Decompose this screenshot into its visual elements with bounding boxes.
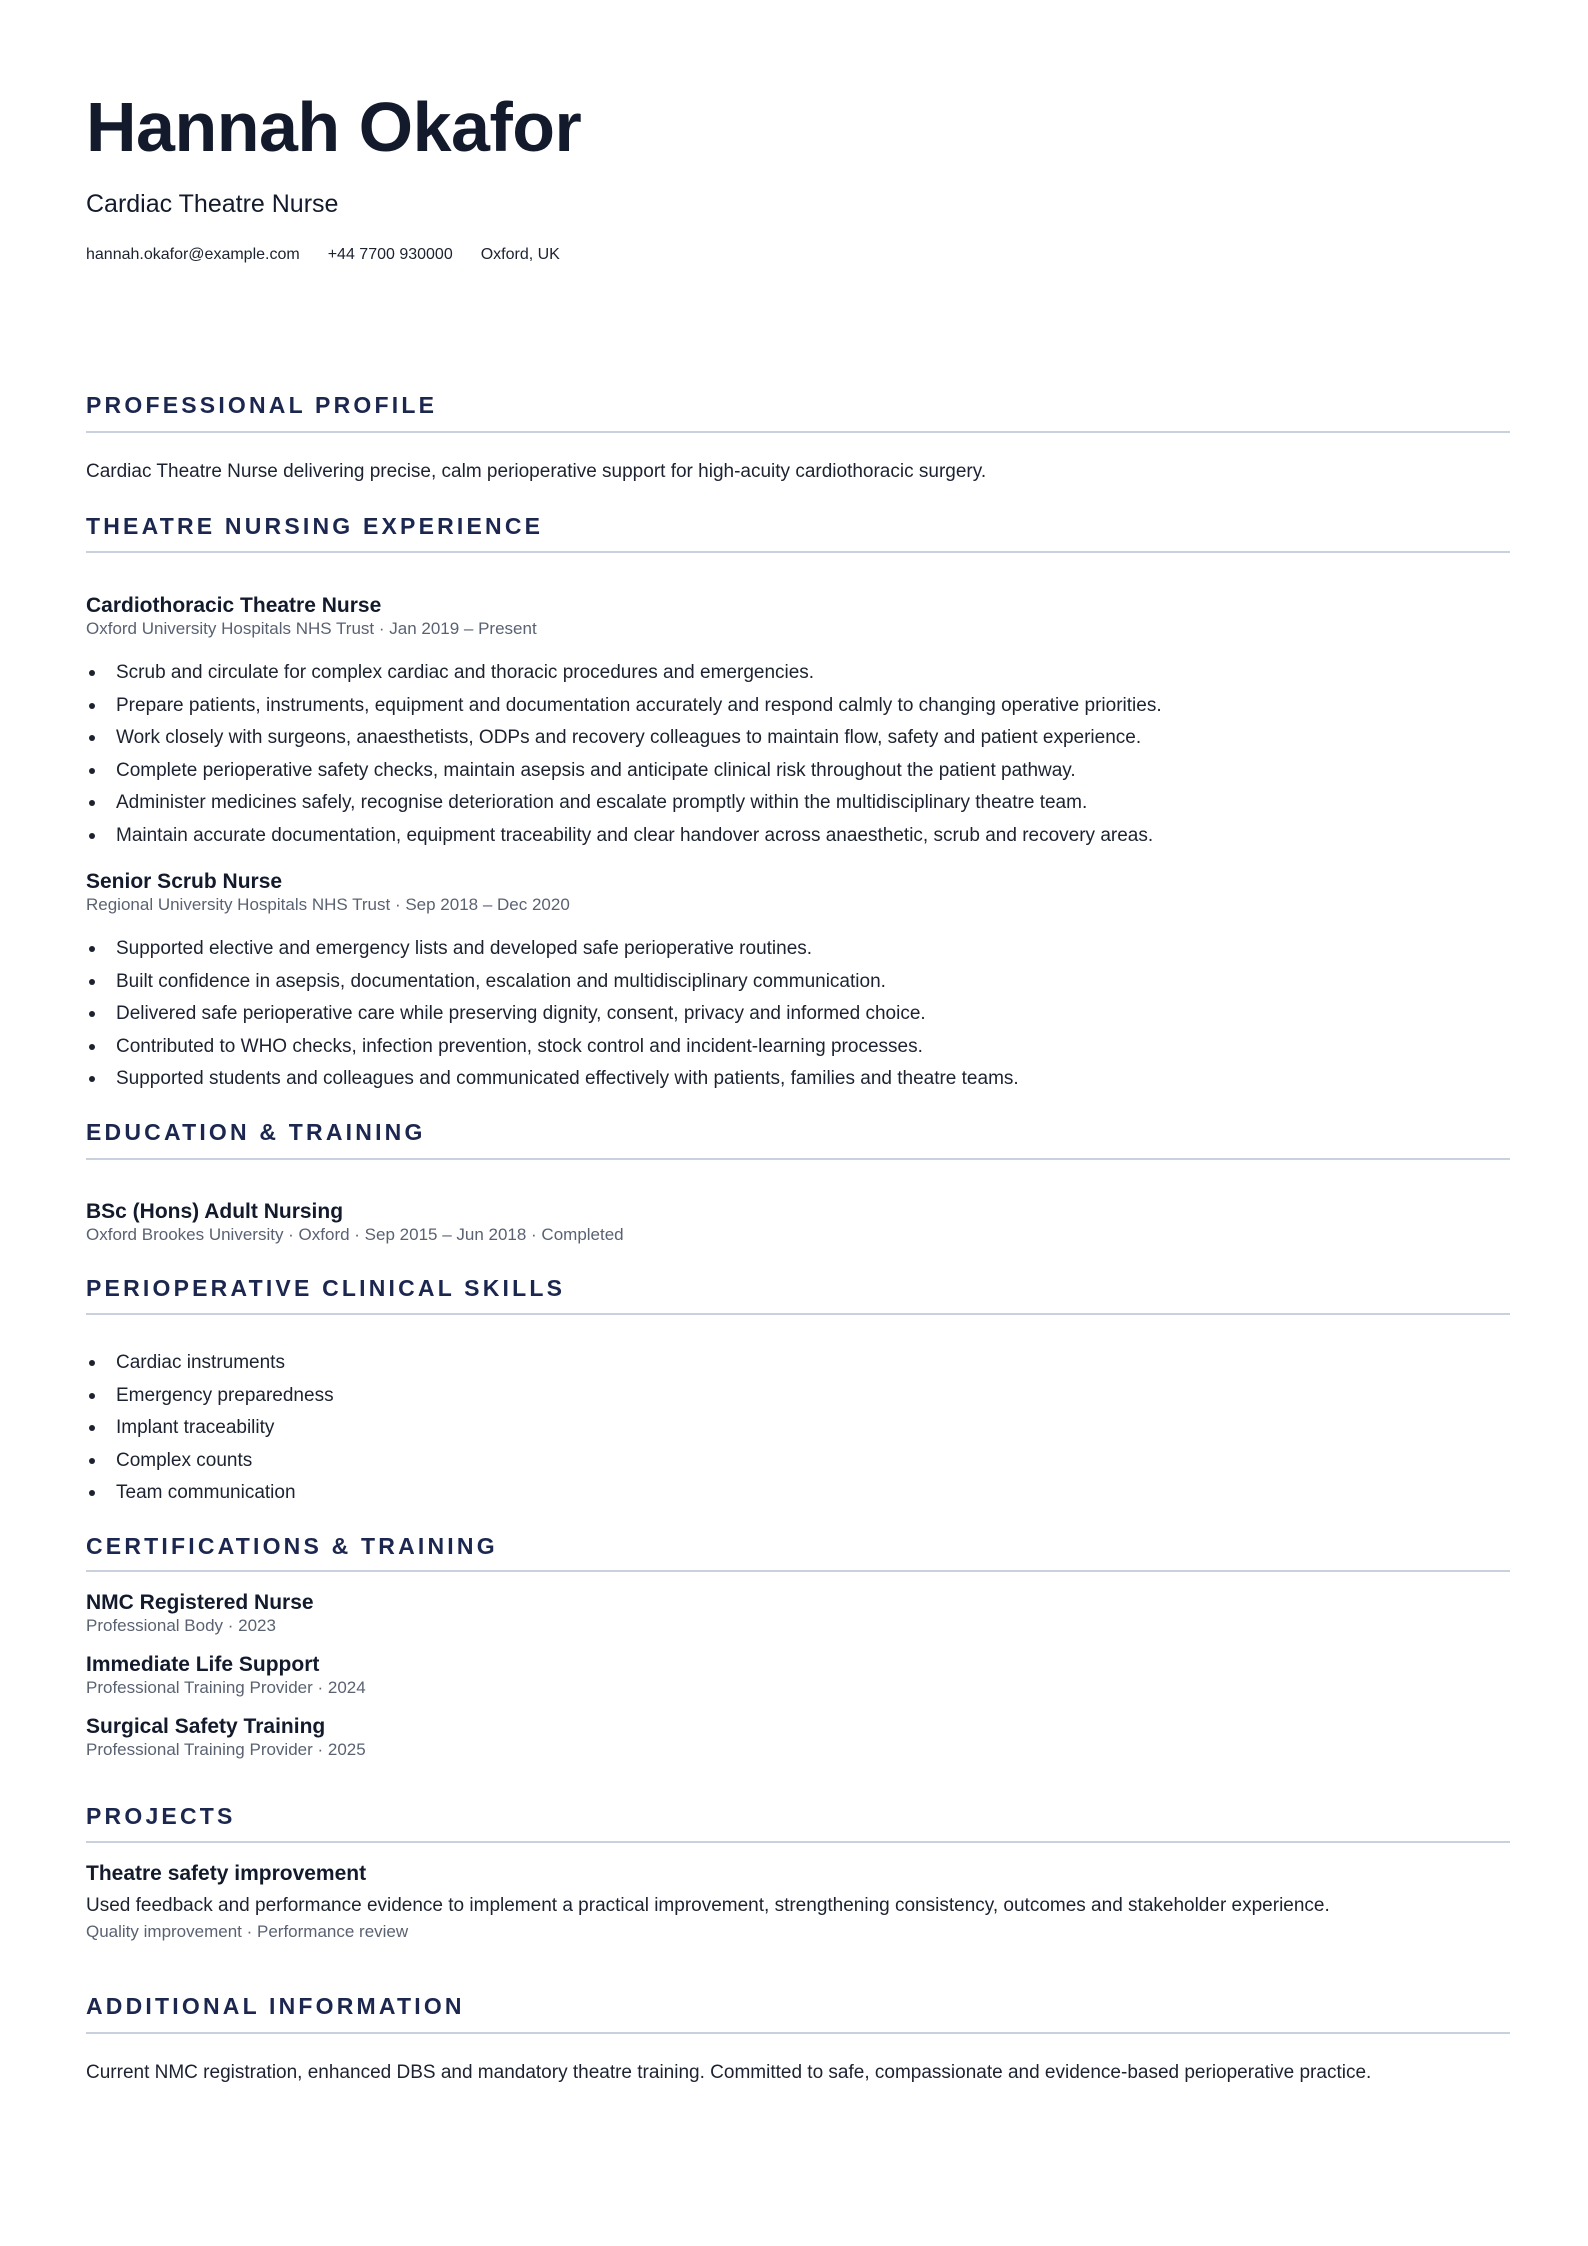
- section-divider: [86, 1158, 1510, 1160]
- list-item: Administer medicines safely, recognise deterioration and escalate promptly within the multidisciplinary theatre team.: [86, 790, 1162, 823]
- list-item: Emergency preparedness: [86, 1383, 334, 1416]
- job-bullets: [86, 936, 1019, 1099]
- project-name: Theatre safety improvement: [86, 1862, 367, 1885]
- list-item: Contributed to WHO checks, infection prevention, stock control and incident-learning processes.: [86, 1034, 1019, 1067]
- contact-line: [86, 246, 560, 264]
- section-divider: [86, 1841, 1510, 1843]
- section-title-skills: PERIOPERATIVE CLINICAL SKILLS: [86, 1275, 566, 1301]
- contact-phone: +44 7700 930000: [327, 246, 453, 263]
- section-title-education: EDUCATION & TRAINING: [86, 1119, 426, 1145]
- certification-name: NMC Registered Nurse: [86, 1591, 314, 1614]
- list-item: Work closely with surgeons, anaesthetists, ODPs and recovery colleagues to maintain flow, safety and patient experience.: [86, 725, 1162, 758]
- list-item: Supported elective and emergency lists and developed safe perioperative routines.: [86, 936, 1019, 969]
- project-meta: Quality improvement · Performance review: [86, 1922, 409, 1941]
- section-title-projects: PROJECTS: [86, 1803, 236, 1829]
- list-item: Team communication: [86, 1480, 334, 1513]
- section-title-profile: PROFESSIONAL PROFILE: [86, 392, 438, 418]
- job-meta: Regional University Hospitals NHS Trust · Sep 2018 – Dec 2020: [86, 895, 570, 914]
- certification-name: Immediate Life Support: [86, 1653, 320, 1676]
- section-divider: [86, 551, 1510, 553]
- list-item: Delivered safe perioperative care while preserving dignity, consent, privacy and informed choice.: [86, 1001, 1019, 1034]
- list-item: Prepare patients, instruments, equipment and documentation accurately and respond calmly to changing operative priorities.: [86, 693, 1162, 726]
- candidate-name: Hannah Okafor: [86, 88, 582, 166]
- project-description: Used feedback and performance evidence to implement a practical improvement, strengthening consistency, outcomes and stakeholder experience.: [86, 1895, 1330, 1916]
- contact-location: Oxford, UK: [480, 246, 560, 263]
- certification-meta: Professional Body · 2023: [86, 1616, 276, 1635]
- list-item: Complete perioperative safety checks, maintain asepsis and anticipate clinical risk throughout the patient pathway.: [86, 758, 1162, 791]
- section-title-certifications: CERTIFICATIONS & TRAINING: [86, 1533, 498, 1559]
- list-item: Maintain accurate documentation, equipment traceability and clear handover across anaesthetic, scrub and recovery areas.: [86, 823, 1162, 856]
- section-divider: [86, 2032, 1510, 2034]
- job-title: Cardiothoracic Theatre Nurse: [86, 594, 382, 617]
- list-item: Cardiac instruments: [86, 1350, 334, 1383]
- profile-summary: Cardiac Theatre Nurse delivering precise, calm perioperative support for high-acuity cardiothoracic surgery.: [86, 461, 987, 482]
- section-title-additional: ADDITIONAL INFORMATION: [86, 1993, 465, 2019]
- certification-meta: Professional Training Provider · 2024: [86, 1678, 366, 1697]
- section-divider: [86, 431, 1510, 433]
- list-item: Complex counts: [86, 1448, 334, 1481]
- additional-info: Current NMC registration, enhanced DBS and mandatory theatre training. Committed to safe, compassionate and evidence-based perioperative practice.: [86, 2062, 1372, 2083]
- section-title-experience: THEATRE NURSING EXPERIENCE: [86, 513, 544, 539]
- list-item: Built confidence in asepsis, documentation, escalation and multidisciplinary communication.: [86, 969, 1019, 1002]
- section-divider: [86, 1570, 1510, 1572]
- candidate-role: Cardiac Theatre Nurse: [86, 190, 339, 218]
- contact-email: hannah.okafor@example.com: [86, 246, 300, 263]
- job-title: Senior Scrub Nurse: [86, 870, 283, 893]
- certification-meta: Professional Training Provider · 2025: [86, 1740, 366, 1759]
- section-divider: [86, 1313, 1510, 1315]
- list-item: Scrub and circulate for complex cardiac and thoracic procedures and emergencies.: [86, 660, 1162, 693]
- certification-name: Surgical Safety Training: [86, 1715, 326, 1738]
- list-item: Supported students and colleagues and communicated effectively with patients, families and theatre teams.: [86, 1066, 1019, 1099]
- job-meta: Oxford University Hospitals NHS Trust · Jan 2019 – Present: [86, 619, 537, 638]
- education-meta: Oxford Brookes University · Oxford · Sep 2015 – Jun 2018 · Completed: [86, 1225, 624, 1244]
- skills-list: [86, 1350, 334, 1513]
- education-degree: BSc (Hons) Adult Nursing: [86, 1200, 344, 1223]
- job-bullets: [86, 660, 1162, 855]
- list-item: Implant traceability: [86, 1415, 334, 1448]
